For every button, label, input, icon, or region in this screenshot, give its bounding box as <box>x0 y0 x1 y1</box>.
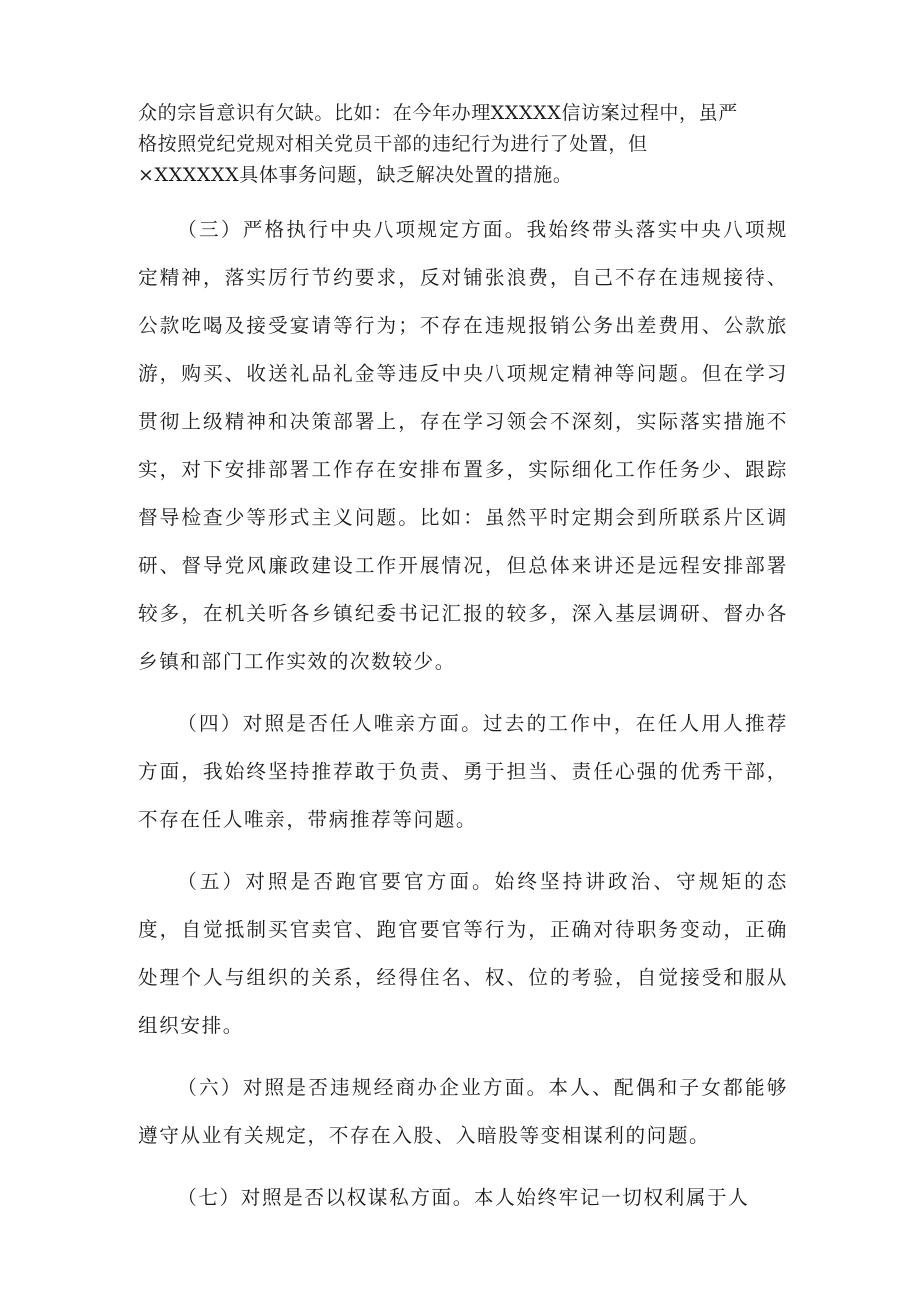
paragraph-section-7: （七）对照是否以权谋私方面。本人始终牢记一切权利属于人 <box>177 1186 750 1209</box>
intro-line: 众的宗旨意识有欠缺。比如：在今年办理XXXXX信访案过程中，虽严 <box>138 102 738 124</box>
intro-line: ×XXXXXX具体事务问题，缺乏解决处置的措施。 <box>138 164 573 186</box>
intro-line: 格按照党纪党规对相关党员干部的违纪行为进行了处置，但 <box>138 133 648 155</box>
paragraph-section-4: （四）对照是否任人唯亲方面。过去的工作中，在任人用人推荐方面，我始终坚持推荐敢于负责、勇于担当、责任心强的优秀干部，不存在任人唯亲，带病推荐等问题。 <box>138 712 788 831</box>
paragraph-section-3: （三）严格执行中央八项规定方面。我始终带头落实中央八项规定精神，落实厉行节约要求，反对铺张浪费，自己不存在违规接待、公款吃喝及接受宴请等行为；不存在违规报销公务出差费用、公款旅游，购买、收送礼品礼金等违反中央八项规定精神等问题。但在学习贯彻上级精神和决策部署上，存在学习领会不深刻，实际落实措施不实，对下安排部署工作存在安排布置多，实际细化工作任务少、跟踪督导检查少等形式主义问题。比如：虽然平时定期会到所联系片区调研、督导党风廉政建设工作开展情况，但总体来讲还是远程安排部署较多，在机关听各乡镇纪委书记汇报的较多，深入基层调研、督办各乡镇和部门工作实效的次数较少。 <box>138 218 788 673</box>
intro-block <box>138 98 788 191</box>
paragraph-section-6: （六）对照是否违规经商办企业方面。本人、配偶和子女都能够遵守从业有关规定，不存在入股、入暗股等变相谋利的问题。 <box>138 1076 788 1147</box>
document-body <box>138 206 788 1236</box>
paragraph-section-5: （五）对照是否跑官要官方面。始终坚持讲政治、守规矩的态度，自觉抵制买官卖官、跑官要官等行为，正确对待职务变动，正确处理个人与组织的关系，经得住名、权、位的考验，自觉接受和服从组织安排。 <box>138 870 788 1037</box>
